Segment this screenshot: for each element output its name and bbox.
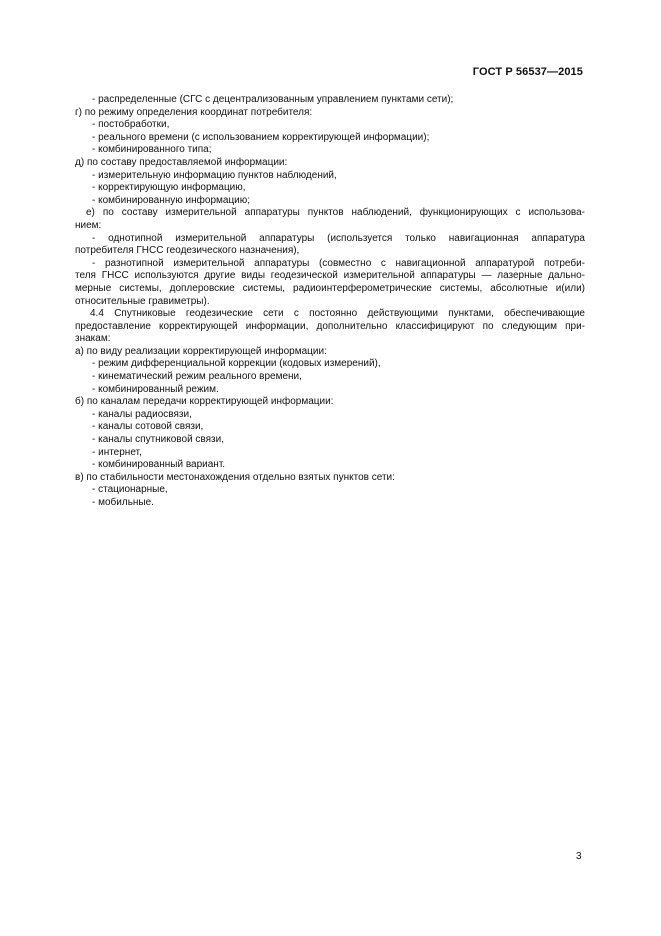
text-line: потребителя ГНСС геодезического назначения), — [75, 245, 300, 257]
text-line: - интернет, — [92, 446, 142, 458]
text-line: теля ГНСС используются другие виды геодезической измерительной аппаратуры — лазерные дально- — [75, 270, 585, 282]
text-line: - каналы сотовой связи, — [92, 421, 204, 433]
text-line: - разнотипной измерительной аппаратуры (совместно с навигационной аппаратурой потреби- — [92, 257, 585, 269]
text-line: - режим дифференциальной коррекции (кодовых измерений), — [92, 358, 381, 370]
text-line: - корректирующую информацию, — [92, 182, 246, 194]
text-line: - распределенные (СГС с децентрализованным управлением пунктами сети); — [92, 94, 454, 105]
text-line: нием: — [75, 219, 102, 231]
text-line: - измерительную информацию пунктов наблюдений, — [92, 169, 337, 181]
text-line: - каналы спутниковой связи, — [92, 434, 224, 446]
text-line: относительные гравиметры). — [75, 295, 210, 307]
page-number: 3 — [576, 851, 582, 862]
text-line: предоставление корректирующей информации, дополнительно классифицируют по следующим при- — [75, 320, 585, 332]
text-line: - реального времени (с использованием корректирующей информации); — [92, 131, 430, 143]
text-line: д) по составу предоставляемой информации: — [75, 156, 288, 168]
text-line: а) по виду реализации корректирующей информации: — [75, 345, 327, 357]
text-line: - комбинированную информацию; — [92, 194, 251, 206]
text-line: б) по каналам передачи корректирующей информации: — [75, 396, 334, 408]
text-line: - каналы радиосвязи, — [92, 408, 192, 420]
document-number: ГОСТ Р 56537—2015 — [472, 66, 583, 78]
text-line: - стационарные, — [92, 484, 168, 496]
text-line: - комбинированный вариант. — [92, 459, 226, 471]
text-line: 4.4 Спутниковые геодезические сети с постоянно действующими пунктами, обеспечивающие — [90, 308, 585, 320]
text-line: знакам: — [75, 333, 111, 345]
text-line: - кинематический режим реального времени, — [92, 371, 302, 383]
body-text — [75, 94, 585, 510]
text-line: - комбинированного типа; — [92, 144, 212, 156]
text-line: в) по стабильности местонахождения отдельно взятых пунктов сети: — [75, 471, 395, 483]
text-line: - мобильные. — [92, 497, 154, 508]
text-line: мерные системы, доплеровские системы, радиоинтерферометрические системы, абсолютные и(или) — [75, 282, 585, 294]
text-line: - комбинированный режим. — [92, 383, 219, 395]
text-line: - постобработки, — [92, 119, 170, 131]
text-line: е) по составу измерительной аппаратуры пунктов наблюдений, функционирующих с использова- — [86, 207, 585, 219]
text-line: г) по режиму определения координат потребителя: — [75, 106, 313, 118]
text-line: - однотипной измерительной аппаратуры (используется только навигационная аппаратура — [92, 232, 585, 244]
